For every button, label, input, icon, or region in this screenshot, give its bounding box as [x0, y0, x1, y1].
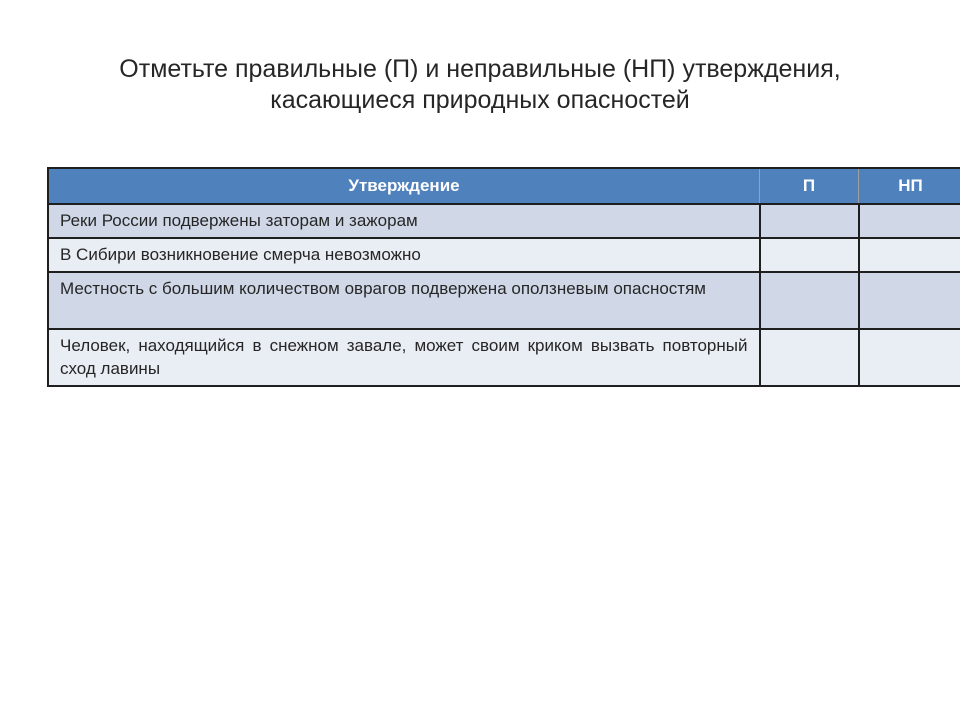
header-statement: Утверждение [48, 168, 760, 204]
title-line-2: касающиеся природных опасностей [270, 86, 690, 114]
statement-cell: В Сибири возникновение смерча невозможно [48, 238, 760, 272]
table-row [48, 238, 960, 272]
answer-cell-np[interactable] [859, 272, 960, 329]
answer-cell-np[interactable] [859, 238, 960, 272]
answer-cell-p[interactable] [760, 329, 859, 386]
header-np: НП [859, 168, 960, 204]
table-row [48, 329, 960, 386]
statement-cell: Местность с большим количеством оврагов подвержена оползневым опасностям [48, 272, 760, 329]
answer-cell-p[interactable] [760, 272, 859, 329]
title-line-1: Отметьте правильные (П) и неправильные (НП) утверждения, [119, 55, 841, 83]
table-row [48, 272, 960, 329]
statement-cell: Человек, находящийся в снежном завале, может своим криком вызвать повторный сход лавины [48, 329, 760, 386]
answer-cell-np[interactable] [859, 329, 960, 386]
answer-cell-p[interactable] [760, 204, 859, 238]
answer-cell-np[interactable] [859, 204, 960, 238]
statements-table [47, 167, 960, 387]
slide-title [40, 54, 920, 116]
table-row [48, 204, 960, 238]
answer-cell-p[interactable] [760, 238, 859, 272]
table-header-row [48, 168, 960, 204]
header-p: П [760, 168, 859, 204]
statement-cell: Реки России подвержены заторам и зажорам [48, 204, 760, 238]
